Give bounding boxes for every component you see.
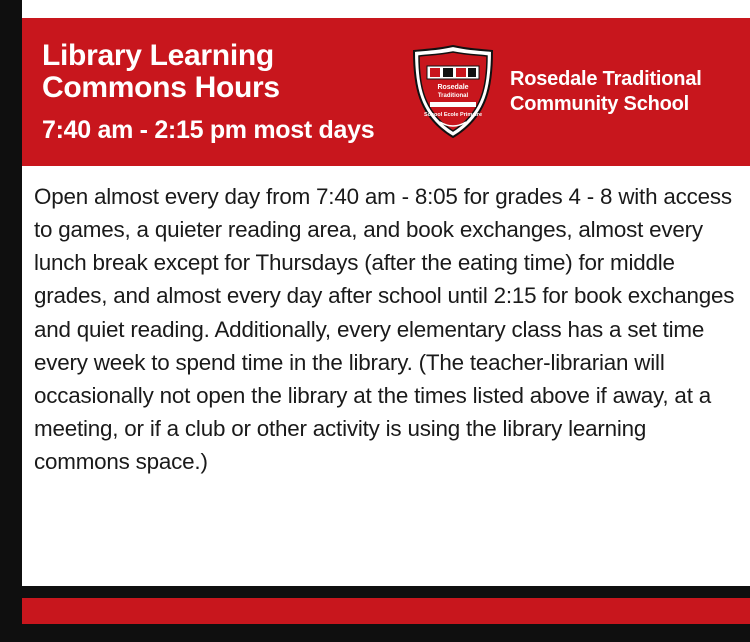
bottom-black-divider bbox=[22, 586, 750, 598]
page-title-line1: Library Learning bbox=[42, 38, 274, 72]
svg-text:Traditional: Traditional bbox=[437, 93, 469, 99]
school-name-line2: Community School bbox=[510, 93, 690, 115]
hours-description: Open almost every day from 7:40 am - 8:05 for grades 4 - 8 with access to games, a quieter reading area, and book exchanges, almost every lunch break except for Thursdays (after the eating time) for middle grades, and almost every day after school until 2:15 for book exchanges and quiet reading. Additionally, every elementary class has a set time every week to spend time in the library. (The teacher-librarian will occasionally not open the library at the times listed above if away, at a meeting, or if a club or other activity is using the library learning commons space.) bbox=[34, 184, 735, 475]
header-band bbox=[22, 18, 750, 166]
page-title-line2: Commons Hours bbox=[42, 71, 280, 105]
school-name-line1: Rosedale Traditional bbox=[510, 68, 702, 90]
header-text-group bbox=[42, 40, 402, 144]
school-name bbox=[510, 67, 702, 117]
school-crest-icon bbox=[410, 44, 496, 140]
svg-text:Rosedale: Rosedale bbox=[437, 84, 469, 91]
top-white-gap bbox=[22, 0, 750, 18]
body-area bbox=[22, 166, 750, 586]
bottom-red-bar bbox=[22, 598, 750, 624]
bottom-black-bar bbox=[0, 624, 750, 642]
header-branding bbox=[402, 44, 734, 140]
left-black-bar bbox=[0, 0, 22, 642]
hours-subtitle: 7:40 am - 2:15 pm most days bbox=[42, 115, 375, 144]
page-title bbox=[42, 40, 402, 105]
svg-text:School Ecole Primaire: School Ecole Primaire bbox=[423, 112, 483, 118]
